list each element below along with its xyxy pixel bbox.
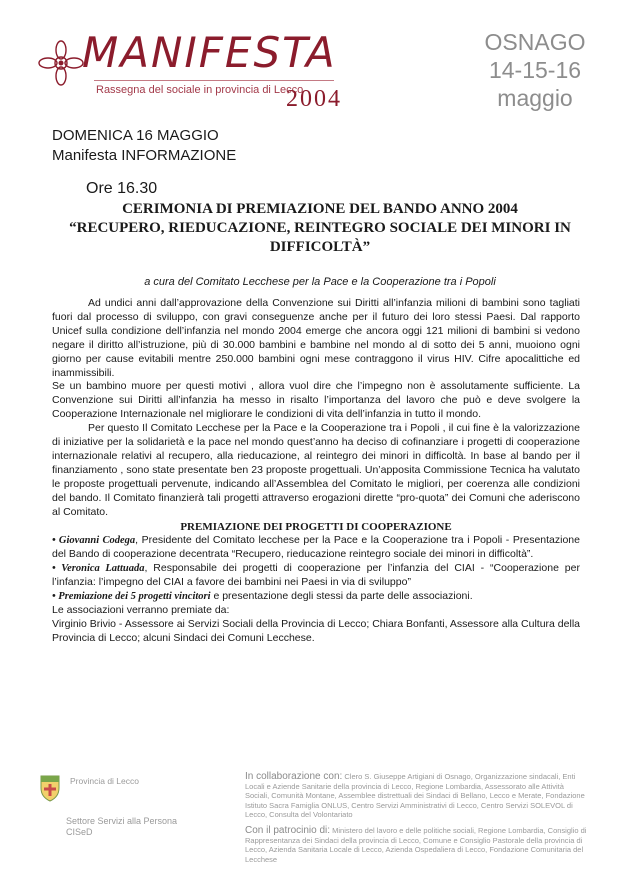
event-series: Manifesta INFORMAZIONE	[52, 147, 237, 164]
footer-department	[66, 816, 177, 838]
speaker-name: • Giovanni Codega	[52, 535, 136, 547]
dates: 14-15-16	[488, 57, 582, 83]
logo-rule	[94, 80, 334, 81]
footer-department-line1: Settore Servizi alla Persona	[66, 816, 178, 826]
logo-subtitle: Rassegna del sociale in provincia di Lecco	[96, 84, 304, 96]
footer-patronage	[245, 826, 590, 864]
month: maggio	[497, 85, 573, 111]
collaboration-text: Clero S. Giuseppe Artigiani di Osnago, Organizzazione sindacali, Enti Locali e Aziende Sanitarie della provincia di Lecco, Regione Lombardia, Assessorato alle Attività Sociali, Comunità Montane, Assemblee distrettuali dei Sindaci di Bellano, Lecco e Merate, Fondazione Istituto Sacra Famiglia ONLUS, Centro Servizi Amministrativi di Lecco, Centro Servizi SOLEVOL di Lecco, Consulta del Volontariato	[245, 772, 585, 820]
event-title	[60, 200, 580, 257]
speaker-description: , Presidente del Comitato lecchese per la Pace e la Cooperazione tra i Popoli - Presentazione del Bando di cooperazione decentrata “Recupero, rieducazione reintegro sociale dei minori in difficoltà”.	[52, 534, 580, 561]
logo-year: 2004	[286, 86, 342, 112]
flower-emblem-icon	[36, 38, 86, 88]
speaker-item	[52, 590, 580, 604]
speaker-description: , Responsabile dei progetti di cooperazione per l’infanzia del CIAI - “Cooperazione per l’infanzia: l’impegno del CIAI a favore dei bambini nei Paesi in via di sviluppo”	[52, 562, 580, 589]
paragraph-presenters: Virginio Brivio - Assessore ai Servizi Sociali della Provincia di Lecco; Chiara Bonfanti, Assessore alla Cultura della Provincia di Lecco; alcuni Sindaci dei Comuni Lecchese.	[52, 617, 580, 644]
province-crest-icon	[38, 772, 62, 802]
footer-credits	[245, 772, 590, 870]
logo-wordmark: MANIFESTA	[82, 28, 337, 77]
event-time: Ore 16.30	[86, 180, 158, 197]
manifesta-logo	[36, 28, 356, 118]
section-title: PREMIAZIONE DEI PROGETTI DI COOPERAZIONE	[180, 520, 452, 533]
speaker-description: e presentazione degli stessi da parte delle associazioni.	[210, 590, 473, 603]
paragraph-commitment: Se un bambino muore per questi motivi , allora vuol dire che l’impegno non è assolutamente sufficiente. La Convenzione sui Diritti all’infanzia ha messo in risalto l’importanza del lavoro che può e deve svolgere la Cooperazione Internazionale nel migliorare le condizioni di vita dell’infanzia in tutto il mondo.	[52, 380, 580, 421]
event-title-line2: “RECUPERO, RIEDUCAZIONE, REINTEGRO SOCIALE DEI MINORI IN DIFFICOLTÀ”	[69, 220, 571, 255]
speaker-item	[52, 534, 580, 562]
location: OSNAGO	[484, 29, 586, 55]
event-day-block	[52, 126, 236, 166]
paragraph-committee: Per questo Il Comitato Lecchese per la Pace e la Cooperazione tra i Popoli , il cui fine è la valorizzazione di iniziative per la solidarietà e la pace nel mondo quest’anno ha deciso di cofinanziare i progetti di cooperazione internazionale relativi al recupero, alla rieducazione, al reintegro dei minori in difficoltà. In base al bando per il finanziamento , sono state presentate ben 23 proposte progettuali. Un’apposita Commissione Tecnica ha valutato le proposte progettuali pervenute, indicando all’Assemblea del Comitato le migliori, per coerenza alle condizioni del bando. Il Comitato finanzierà tali progetti attraverso erogazioni dirette “pro-quota” dei Comuni che aderiscono al Comitato.	[52, 422, 580, 518]
event-day: DOMENICA 16 MAGGIO	[52, 127, 219, 144]
speaker-name: • Veronica Lattuada	[52, 563, 145, 575]
speaker-name: • Premiazione dei 5 progetti vincitori	[52, 591, 211, 603]
patronage-text: Ministero del lavoro e delle politiche sociali, Regione Lombardia, Consiglio di Rappresentanza dei Sindaci della provincia di Lecco, Comune e Consiglio Pastorale della provincia di Lecco, Azienda Sanitaria Locale di Lecco, Azienda Ospedaliera di Lecco, Fondazione Comunitaria del Lecchese	[245, 825, 587, 864]
patronage-lead: Con il patrocinio di:	[245, 824, 331, 836]
speaker-item	[52, 562, 580, 590]
event-title-line1: CERIMONIA DI PREMIAZIONE DEL BANDO ANNO 2004	[122, 201, 518, 217]
event-curator: a cura del Comitato Lecchese per la Pace e la Cooperazione tra i Popoli	[144, 276, 496, 288]
collaboration-lead: In collaborazione con:	[245, 771, 343, 782]
event-location-dates	[460, 28, 610, 112]
footer-department-line2: CISeD	[66, 827, 93, 837]
footer-province: Provincia di Lecco	[70, 776, 139, 786]
paragraph-intro: Ad undici anni dall’approvazione della Convenzione sui Diritti all’infanzia milioni di bambini sono tagliati fuori dal processo di sviluppo, con gravi conseguenze anche per il futuro dei loro stessi Paesi. Dal rapporto Unicef sulla condizione dell’infanzia nel mondo 2004 emerge che ancora oggi 121 milioni di bambini si vedono negare il diritto all’istruzione, più di 30.000 bambini e bambine nel mondo al di sotto dei 5 anni, muoiono ogni giorno per cause evitabili mentre 250.000 bambini ogni mese contraggono il virus HIV. Cifre apocalittiche ed inammissibili.	[52, 297, 580, 379]
document-body	[52, 297, 580, 646]
paragraph-associations: Le associazioni verranno premiate da:	[52, 603, 230, 616]
footer-collaboration	[245, 772, 590, 820]
